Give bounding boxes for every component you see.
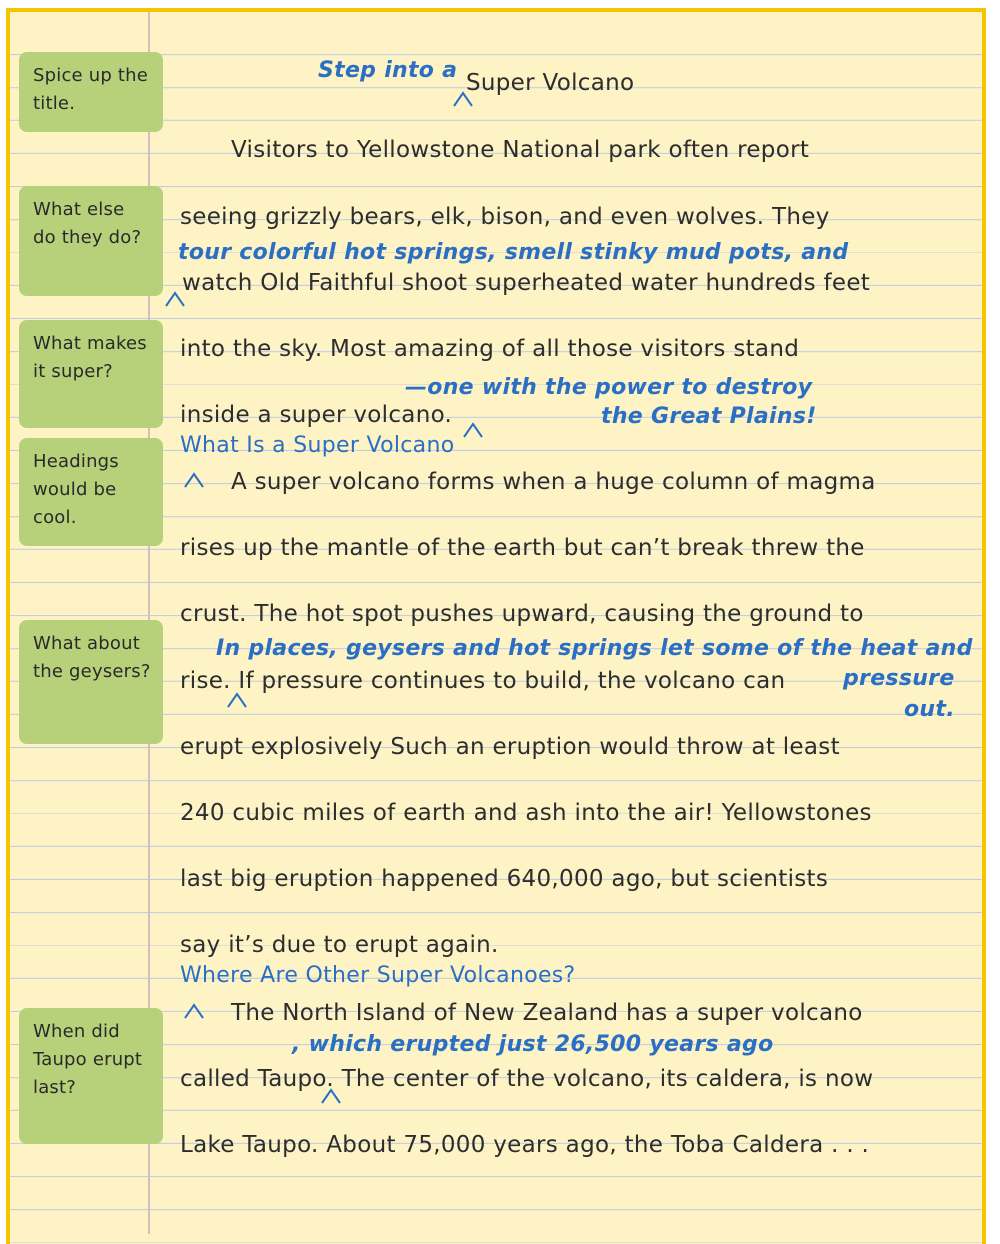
caret-icon xyxy=(226,692,248,708)
essay-line: erupt explosively Such an eruption would throw at least xyxy=(180,734,840,760)
margin-note-taupo: When did Taupo erupt last? xyxy=(19,1008,163,1144)
margin-note-super: What makes it super? xyxy=(19,320,163,428)
essay-line: rise. If pressure continues to build, the volcano can xyxy=(180,668,786,694)
essay-line: inside a super volcano. xyxy=(180,402,453,428)
essay-line: seeing grizzly bears, elk, bison, and even wolves. They xyxy=(180,204,830,230)
essay-line: 240 cubic miles of earth and ash into the air! Yellowstones xyxy=(180,800,872,826)
essay-line: Visitors to Yellowstone National park often report xyxy=(231,137,810,163)
edit-power-insert: —one with the power to destroy xyxy=(405,375,813,400)
edit-geyser-insert-2: pressure xyxy=(843,666,955,691)
edit-power-insert-2: the Great Plains! xyxy=(601,404,817,429)
essay-line: say it’s due to erupt again. xyxy=(180,932,499,958)
caret-icon xyxy=(452,91,474,107)
essay-line: into the sky. Most amazing of all those visitors stand xyxy=(180,336,800,362)
margin-note-title: Spice up the title. xyxy=(19,52,163,132)
essay-line: The North Island of New Zealand has a super volcano xyxy=(231,1000,863,1026)
edit-title-insert: Step into a xyxy=(318,58,458,83)
essay-line: crust. The hot spot pushes upward, causing the ground to xyxy=(180,601,864,627)
edit-heading-1: What Is a Super Volcano xyxy=(180,433,455,458)
essay-line: A super volcano forms when a huge column of magma xyxy=(231,469,876,495)
essay-line: watch Old Faithful shoot superheated water hundreds feet xyxy=(182,270,871,296)
edit-geyser-insert-3: out. xyxy=(904,697,955,722)
essay-line: called Taupo. The center of the volcano, its caldera, is now xyxy=(180,1066,874,1092)
edit-heading-2: Where Are Other Super Volcanoes? xyxy=(180,963,576,988)
edit-tour-insert: tour colorful hot springs, smell stinky mud pots, and xyxy=(178,240,849,265)
caret-icon xyxy=(320,1088,342,1104)
margin-note-what-else: What else do they do? xyxy=(19,186,163,296)
margin-note-headings: Headings would be cool. xyxy=(19,438,163,546)
essay-line: Lake Taupo. About 75,000 years ago, the Toba Caldera . . . xyxy=(180,1132,870,1158)
essay-line: rises up the mantle of the earth but can’t break threw the xyxy=(180,535,865,561)
caret-icon xyxy=(462,422,484,438)
essay-title: Super Volcano xyxy=(466,70,635,96)
caret-icon xyxy=(183,472,205,488)
caret-icon xyxy=(183,1003,205,1019)
essay-line: last big eruption happened 640,000 ago, but scientists xyxy=(180,866,829,892)
edit-taupo-insert: , which erupted just 26,500 years ago xyxy=(292,1032,774,1057)
margin-note-geysers: What about the geysers? xyxy=(19,620,163,744)
edit-geyser-insert: In places, geysers and hot springs let some of the heat and xyxy=(216,636,973,661)
